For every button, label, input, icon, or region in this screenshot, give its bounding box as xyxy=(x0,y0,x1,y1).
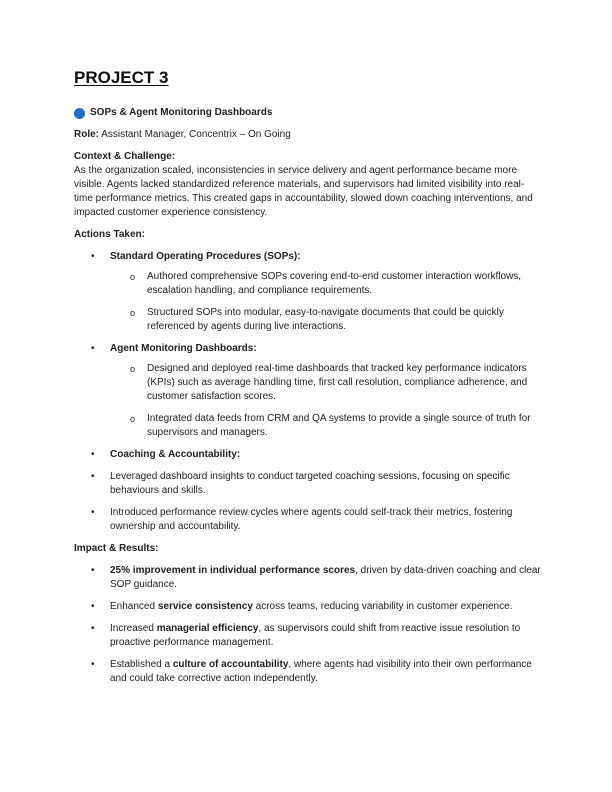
list-item xyxy=(74,250,542,334)
list-item xyxy=(74,658,542,686)
bullet-marker: • xyxy=(91,471,95,482)
impact-highlight: managerial efficiency xyxy=(156,623,259,634)
sub-marker: o xyxy=(130,364,136,374)
actions-list xyxy=(74,250,542,534)
list-item xyxy=(74,564,542,592)
context-body: As the organization scaled, inconsistencies in service delivery and agent performance became more visible. Agents lacked standardized reference materials, and supervisors had limited visibility into real-time performance metrics. This created gaps in accountability, slowed down coaching interventions, and impacted customer experience consistency. xyxy=(74,165,533,218)
sub-list xyxy=(110,270,542,334)
impact-heading: Impact & Results: xyxy=(74,543,159,554)
list-item xyxy=(74,600,542,614)
sub-item-text: Designed and deployed real-time dashboards that tracked key performance indicators (KPIs) such as average handling time, first call resolution, compliance adherence, and customer satisfaction scores. xyxy=(147,363,528,402)
impact-highlight: culture of accountability xyxy=(172,659,289,670)
sub-list-item xyxy=(110,362,542,404)
bullet-marker: • xyxy=(91,449,95,460)
project-subtitle-row xyxy=(74,106,542,120)
sub-item-text: Authored comprehensive SOPs covering end-to-end customer interaction workflows, escalation handling, and compliance requirements. xyxy=(147,271,522,296)
action-label: Coaching & Accountability: xyxy=(110,449,241,460)
sub-list-item xyxy=(110,306,542,334)
impact-highlight: 25% improvement in individual performance scores xyxy=(110,565,356,576)
impact-highlight: service consistency xyxy=(157,601,253,612)
impact-post: , driven by data-driven coaching and clear SOP guidance. xyxy=(110,565,541,590)
impact-post: , as supervisors could shift from reactive issue resolution to proactive performance management. xyxy=(110,623,521,648)
bullet-marker: • xyxy=(91,507,95,518)
sub-item-text: Structured SOPs into modular, easy-to-navigate documents that could be quickly referenced by agents during live interactions. xyxy=(147,307,504,332)
impact-pre: Established a xyxy=(110,659,173,670)
impact-list xyxy=(74,564,542,686)
list-item xyxy=(74,448,542,462)
bullet-marker: • xyxy=(91,343,95,354)
context-heading: Context & Challenge: xyxy=(74,151,176,162)
sub-item-text: Integrated data feeds from CRM and QA systems to provide a single source of truth for supervisors and managers. xyxy=(147,413,531,438)
list-item xyxy=(74,342,542,440)
role-value: Assistant Manager, Concentrix – On Going xyxy=(101,129,291,140)
role-line xyxy=(74,128,542,142)
bullet-marker: • xyxy=(91,565,95,576)
list-item-text: Introduced performance review cycles where agents could self-track their metrics, fostering ownership and accountability. xyxy=(110,507,513,532)
sub-marker: o xyxy=(130,272,136,282)
sub-list-item xyxy=(110,270,542,298)
sub-marker: o xyxy=(130,308,136,318)
sub-list xyxy=(110,362,542,440)
sub-marker: o xyxy=(130,414,136,424)
impact-post: across teams, reducing variability in customer experience. xyxy=(252,601,513,612)
impact-pre: Increased xyxy=(110,623,157,634)
bullet-marker: • xyxy=(91,251,95,262)
project-subtitle: SOPs & Agent Monitoring Dashboards xyxy=(90,107,273,118)
action-label: Standard Operating Procedures (SOPs): xyxy=(110,251,301,262)
actions-heading: Actions Taken: xyxy=(74,229,145,240)
bullet-marker: • xyxy=(91,623,95,634)
blue-circle-icon xyxy=(74,108,85,119)
bullet-marker: • xyxy=(91,601,95,612)
page-title: PROJECT 3 xyxy=(74,68,169,87)
list-item xyxy=(74,470,542,498)
action-label: Agent Monitoring Dashboards: xyxy=(110,343,257,354)
role-label: Role: xyxy=(74,129,99,140)
impact-post: , where agents had visibility into their own performance and could take corrective action independently. xyxy=(110,659,532,684)
list-item xyxy=(74,622,542,650)
impact-pre: Enhanced xyxy=(110,601,158,612)
list-item xyxy=(74,506,542,534)
sub-list-item xyxy=(110,412,542,440)
bullet-marker: • xyxy=(91,659,95,670)
list-item-text: Leveraged dashboard insights to conduct targeted coaching sessions, focusing on specific behaviours and skills. xyxy=(110,471,510,496)
